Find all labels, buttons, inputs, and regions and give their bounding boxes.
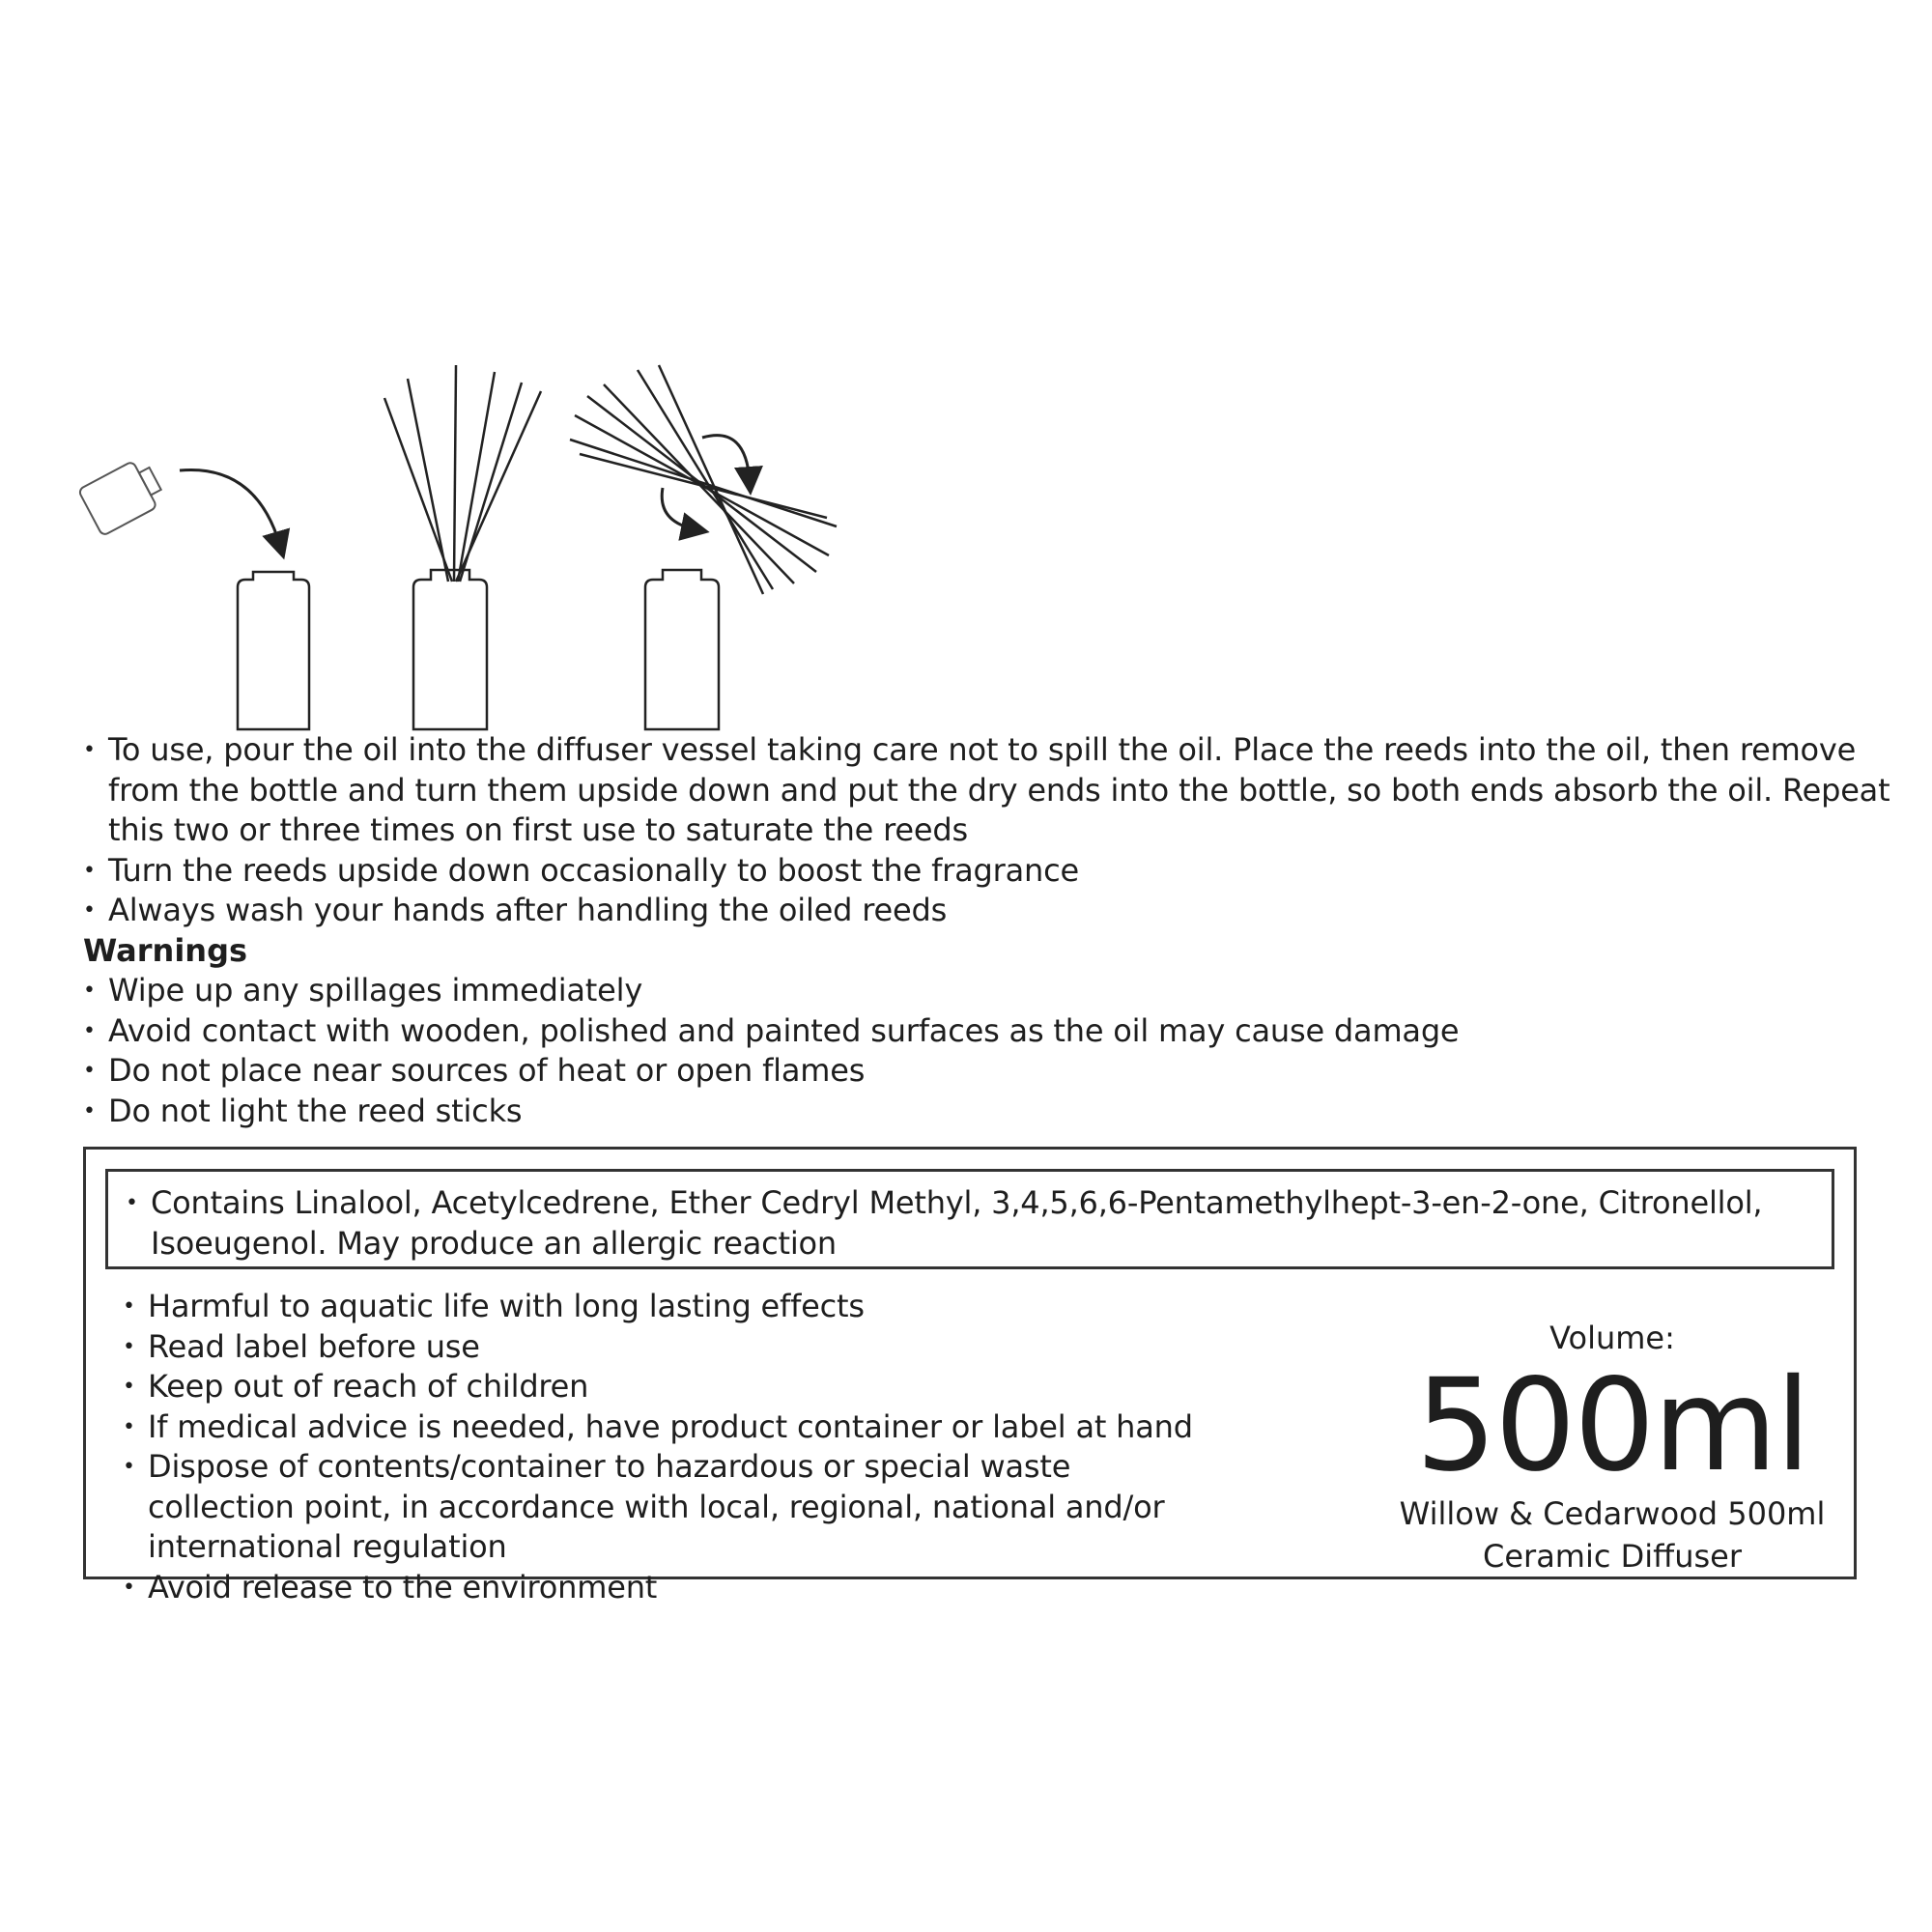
hazard-statements (123, 1287, 1398, 1607)
allergen-box (105, 1169, 1834, 1269)
volume-panel (1380, 1319, 1844, 1577)
hazard-item: • Dispose of contents/container to hazardous or special waste collection point, in accordance with local, regional, national and/or international regulation (123, 1447, 1210, 1568)
product-name-line1: Willow & Cedarwood 500ml (1399, 1495, 1826, 1532)
volume-label: Volume: (1549, 1320, 1675, 1356)
flip-reeds-icon (570, 365, 837, 729)
pour-oil-icon (78, 456, 309, 729)
safety-info-box (83, 1147, 1857, 1605)
usage-illustration (77, 348, 850, 734)
hazard-item: • Avoid release to the environment (123, 1568, 1398, 1608)
hazard-item: • Read label before use (123, 1327, 1398, 1368)
allergen-statement: • Contains Linalool, Acetylcedrene, Ether Cedryl Methyl, 3,4,5,6,6-Pentamethylhept-3-en-2-one, Citronellol, Isoeugenol. May produce an allergic reaction (126, 1183, 1814, 1264)
warning-item: • Do not light the reed sticks (83, 1092, 1880, 1132)
hazard-item: • Harmful to aquatic life with long lasting effects (123, 1287, 1398, 1327)
product-name-line2: Ceramic Diffuser (1483, 1537, 1742, 1575)
hazard-item: • If medical advice is needed, have product container or label at hand (123, 1407, 1398, 1448)
warning-item: • Wipe up any spillages immediately (83, 971, 1880, 1011)
instruction-item: • To use, pour the oil into the diffuser vessel taking care not to spill the oil. Place the reeds into the oil, then remove from the bottle and turn them upside down and put the dry ends into the bottle, so both ends absorb the oil. Repeat this two or three times on first use to saturate the reeds (83, 730, 1895, 851)
instruction-item: • Always wash your hands after handling the oiled reeds (83, 891, 1880, 931)
volume-value: 500ml (1415, 1351, 1809, 1500)
insert-reeds-icon (384, 365, 541, 729)
warnings-heading: Warnings (83, 931, 248, 969)
hazard-item: • Keep out of reach of children (123, 1367, 1398, 1407)
warnings-list (83, 971, 1880, 1131)
usage-instructions-list (83, 730, 1890, 931)
warning-item: • Do not place near sources of heat or open flames (83, 1051, 1880, 1092)
warning-item: • Avoid contact with wooden, polished and painted surfaces as the oil may cause damage (83, 1011, 1880, 1052)
instructions-section (83, 730, 1890, 1131)
instruction-item: • Turn the reeds upside down occasionally to boost the fragrance (83, 851, 1880, 892)
